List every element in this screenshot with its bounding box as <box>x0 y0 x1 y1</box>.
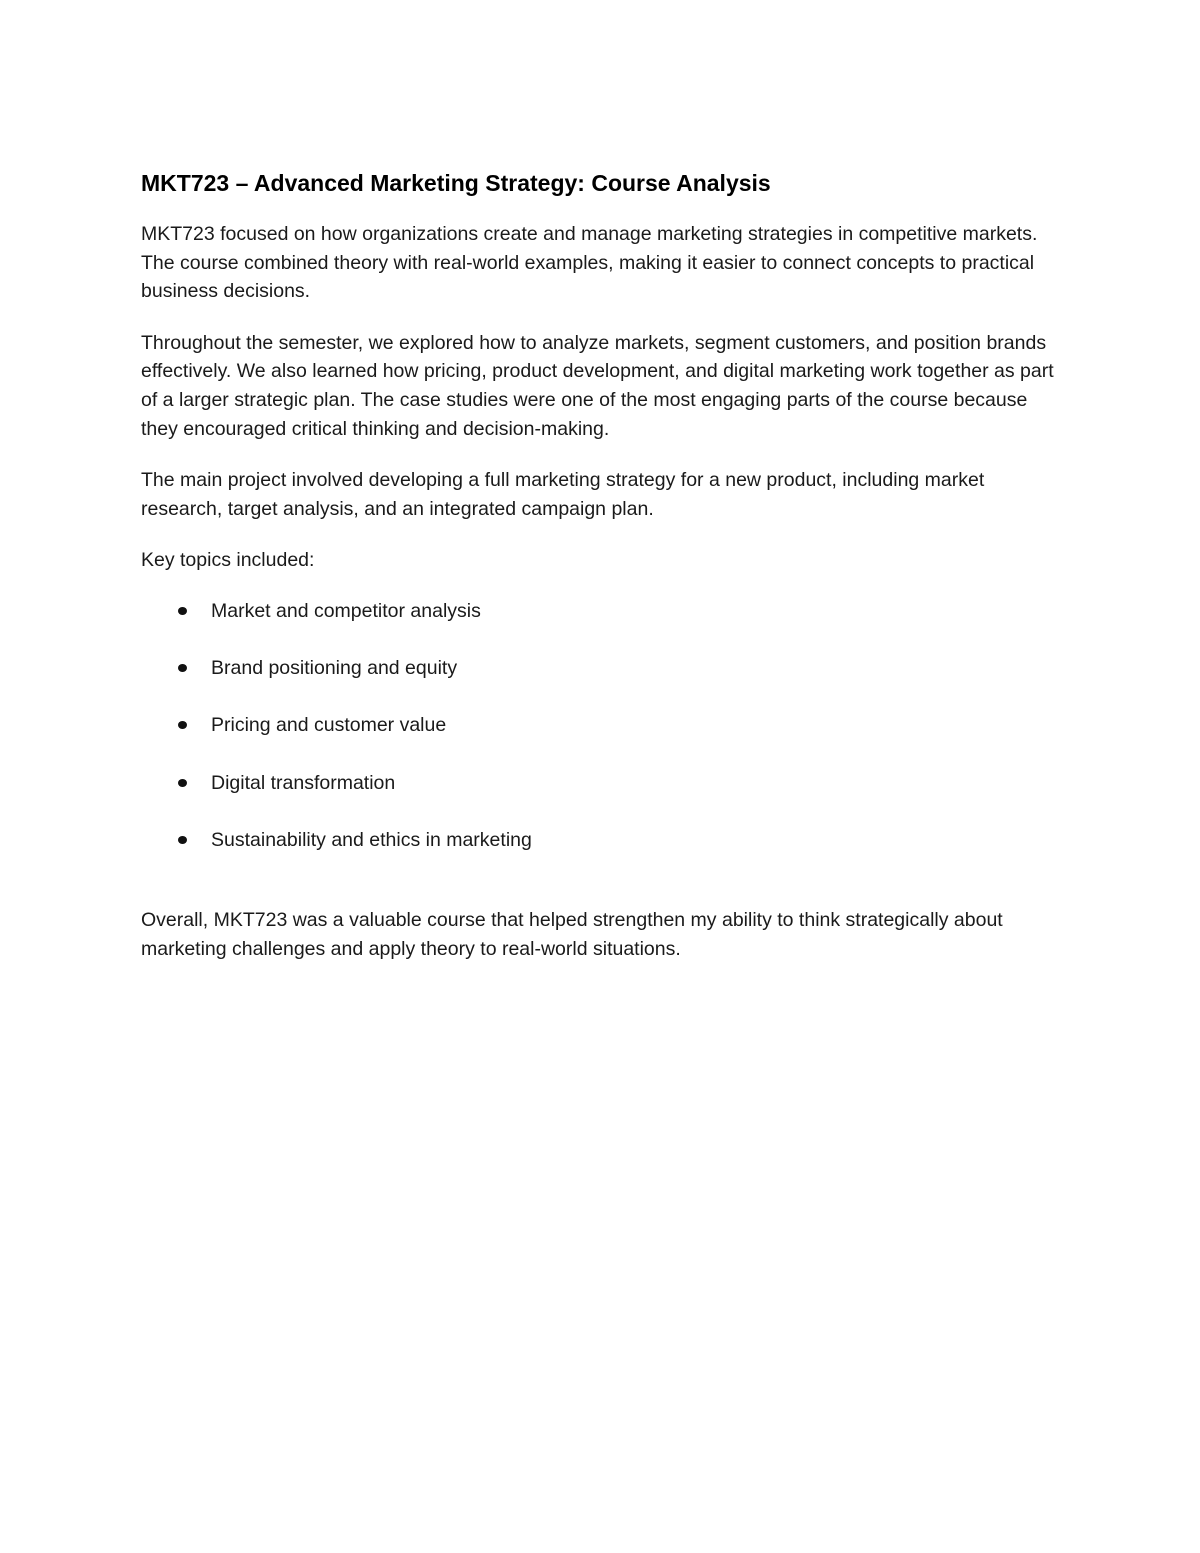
topic-item <box>141 769 1061 798</box>
topic-item <box>141 654 1061 683</box>
topic-label: Pricing and customer value <box>211 714 447 737</box>
topic-item <box>141 597 1061 626</box>
topic-label: Brand positioning and equity <box>211 657 458 680</box>
topic-item <box>141 826 1061 855</box>
topic-label: Market and competitor analysis <box>211 599 481 622</box>
document-title: MKT723 – Advanced Marketing Strategy: Course Analysis <box>141 170 771 196</box>
topic-label: Sustainability and ethics in marketing <box>211 828 532 851</box>
bullet-icon <box>178 721 187 729</box>
closing-paragraph: Overall, MKT723 was a valuable course that helped strengthen my ability to think strategically about marketing challenges and apply theory to real-world situations. <box>141 909 1003 960</box>
bullet-icon <box>178 607 187 615</box>
bullet-icon <box>178 779 187 787</box>
intro-paragraph: MKT723 focused on how organizations create and manage marketing strategies in competitive markets. The course combined theory with real-world examples, making it easier to connect concepts to practical business decisions. <box>141 223 1038 303</box>
bullet-icon <box>178 836 187 844</box>
project-paragraph: The main project involved developing a full marketing strategy for a new product, including market research, target analysis, and an integrated campaign plan. <box>141 469 985 520</box>
topic-label: Digital transformation <box>211 771 396 794</box>
bullet-icon <box>178 664 187 672</box>
semester-paragraph: Throughout the semester, we explored how to analyze markets, segment customers, and position brands effectively. We also learned how pricing, product development, and digital marketing work together as part of a larger strategic plan. The case studies were one of the most engaging parts of the course because they encouraged critical thinking and decision-making. <box>141 331 1054 440</box>
document-body <box>141 166 1061 963</box>
topic-item <box>141 711 1061 740</box>
topics-label: Key topics included: <box>141 549 315 572</box>
topic-list <box>141 597 1061 854</box>
